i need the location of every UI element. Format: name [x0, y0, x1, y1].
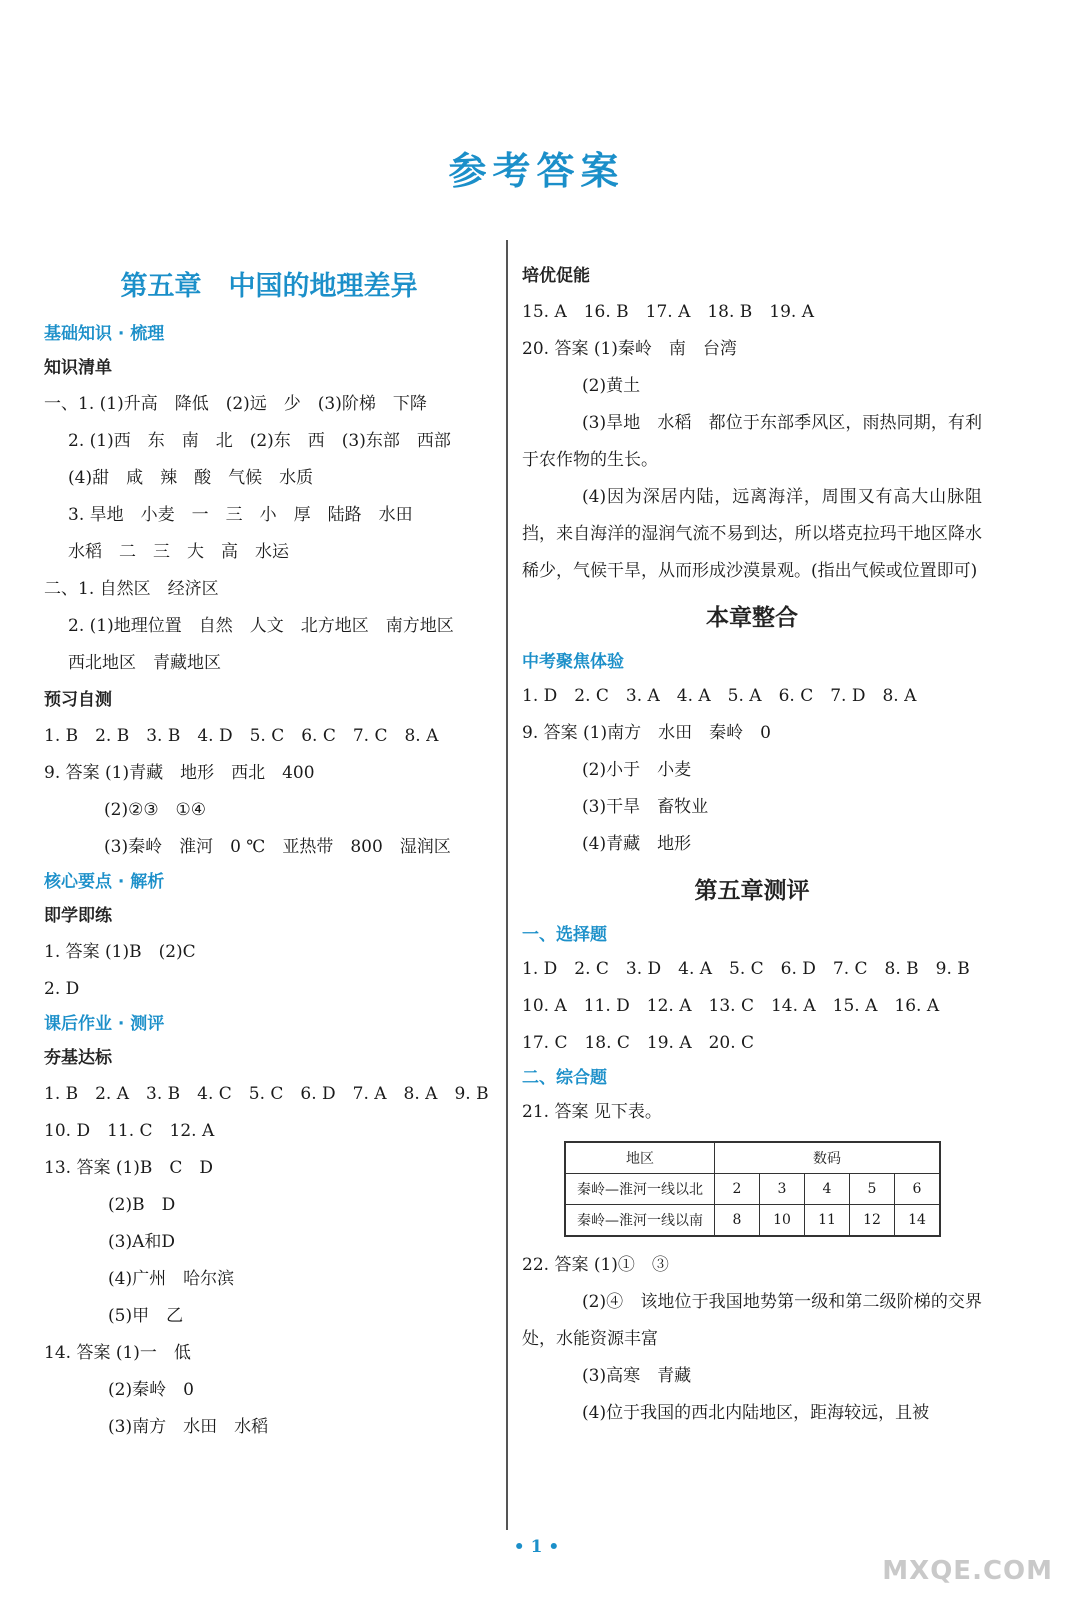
- answer-line: 2. (1)西 东 南 北 (2)东 西 (3)东部 西部: [68, 431, 451, 451]
- answer-line: (2)B D: [108, 1195, 176, 1215]
- section-heading: 基础知识 · 梳理: [44, 324, 165, 344]
- section-heading: 中考聚焦体验: [522, 652, 624, 672]
- subsection-heading: 预习自测: [44, 690, 112, 710]
- answer-line: 22. 答案 (1)① ③: [522, 1255, 669, 1275]
- answer-line: (4)广州 哈尔滨: [108, 1269, 235, 1289]
- answer-line: (3)高寒 青藏: [582, 1366, 692, 1386]
- answer-line: 1. 答案 (1)B (2)C: [44, 942, 196, 962]
- table-cell: 秦岭—淮河一线以北: [565, 1174, 715, 1205]
- answer-line: 20. 答案 (1)秦岭 南 台湾: [522, 339, 737, 359]
- answer-line: 1. B 2. A 3. B 4. C 5. C 6. D 7. A 8. A 9. B: [44, 1084, 489, 1104]
- answer-line: (3)南方 水田 水稻: [108, 1417, 269, 1437]
- right-column: [522, 258, 982, 1432]
- answer-line: 2. (1)地理位置 自然 人文 北方地区 南方地区: [68, 616, 454, 636]
- subsection-heading: 即学即练: [44, 906, 112, 926]
- answer-line: (3)干旱 畜牧业: [582, 797, 709, 817]
- chapter-test-heading: 第五章测评: [694, 878, 810, 904]
- table-row: [565, 1205, 940, 1237]
- answer-line: 14. 答案 (1)一 低: [44, 1343, 191, 1363]
- table-cell: 10: [760, 1205, 805, 1237]
- answer-line: 9. 答案 (1)青藏 地形 西北 400: [44, 763, 315, 783]
- answer-line: 1. D 2. C 3. A 4. A 5. A 6. C 7. D 8. A: [522, 686, 917, 706]
- answer-line: 1. D 2. C 3. D 4. A 5. C 6. D 7. C 8. B 9. B: [522, 959, 970, 979]
- section-heading: 课后作业 · 测评: [44, 1014, 165, 1034]
- answer-line: (2)小于 小麦: [582, 760, 692, 780]
- answer-paragraph: (4)因为深居内陆，远离海洋，周围又有高大山脉阻挡，来自海洋的湿润气流不易到达，所以塔克拉玛干地区降水稀少，气候干旱，从而形成沙漠景观。(指出气候或位置即可): [522, 487, 982, 581]
- answer-line: (3)A和D: [108, 1232, 175, 1252]
- answer-paragraph: (3)旱地 水稻 都位于东部季风区，雨热同期，有利于农作物的生长。: [522, 413, 982, 470]
- table-cell: 6: [895, 1174, 941, 1205]
- column-divider: [506, 240, 508, 1530]
- table-cell: 秦岭—淮河一线以南: [565, 1205, 715, 1237]
- answer-line: (4)甜 咸 辣 酸 气候 水质: [68, 468, 314, 488]
- answer-line: (2)②③ ①④: [104, 800, 207, 820]
- table-cell: 2: [715, 1174, 760, 1205]
- section-heading: 核心要点 · 解析: [44, 872, 165, 892]
- answer-line: 10. A 11. D 12. A 13. C 14. A 15. A 16. A: [522, 996, 940, 1016]
- answer-line: (3)秦岭 淮河 0 ℃ 亚热带 800 湿润区: [104, 837, 451, 857]
- page-number: • 1 •: [513, 1537, 560, 1557]
- answer-paragraph: (2)④ 该地位于我国地势第一级和第二级阶梯的交界处，水能资源丰富: [522, 1292, 982, 1349]
- answer-line: 21. 答案 见下表。: [522, 1102, 662, 1122]
- subsection-heading: 培优促能: [522, 266, 590, 286]
- table-header-cell: 数码: [715, 1142, 941, 1174]
- table-cell: 5: [850, 1174, 895, 1205]
- answer-line: 1. B 2. B 3. B 4. D 5. C 6. C 7. C 8. A: [44, 726, 439, 746]
- table-header-row: [565, 1142, 940, 1174]
- page-title: 参考答案: [448, 149, 625, 193]
- table-cell: 4: [805, 1174, 850, 1205]
- chapter-title: 第五章 中国的地理差异: [120, 271, 418, 302]
- answer-line: 17. C 18. C 19. A 20. C: [522, 1033, 755, 1053]
- answer-line: 二、1. 自然区 经济区: [44, 579, 219, 599]
- answer-line: 水稻 二 三 大 高 水运: [68, 542, 289, 562]
- subsection-heading: 夯基达标: [44, 1048, 112, 1068]
- answer-line: (2)秦岭 0: [108, 1380, 194, 1400]
- answer-line: (2)黄土: [582, 376, 641, 396]
- answer-line: 15. A 16. B 17. A 18. B 19. A: [522, 302, 815, 322]
- chapter-summary-heading: 本章整合: [706, 605, 798, 631]
- answer-line: 西北地区 青藏地区: [68, 653, 221, 673]
- answer-line: 9. 答案 (1)南方 水田 秦岭 0: [522, 723, 771, 743]
- table-cell: 12: [850, 1205, 895, 1237]
- answer-line: 10. D 11. C 12. A: [44, 1121, 215, 1141]
- table-cell: 8: [715, 1205, 760, 1237]
- section-heading: 一、选择题: [522, 925, 607, 945]
- answer-line: 3. 旱地 小麦 一 三 小 厚 陆路 水田: [68, 505, 413, 525]
- table-cell: 14: [895, 1205, 941, 1237]
- watermark: MXQE.COM: [882, 1556, 1053, 1586]
- answer-table: [564, 1141, 941, 1237]
- left-column: [44, 258, 494, 1446]
- table-cell: 3: [760, 1174, 805, 1205]
- answer-line: (4)青藏 地形: [582, 834, 692, 854]
- table-cell: 11: [805, 1205, 850, 1237]
- section-heading: 二、综合题: [522, 1068, 607, 1088]
- answer-line: 一、1. (1)升高 降低 (2)远 少 (3)阶梯 下降: [44, 394, 427, 414]
- answer-line: 13. 答案 (1)B C D: [44, 1158, 214, 1178]
- answer-line: 2. D: [44, 979, 80, 999]
- answer-line: (5)甲 乙: [108, 1306, 184, 1326]
- table-header-cell: 地区: [565, 1142, 715, 1174]
- subsection-heading: 知识清单: [44, 358, 112, 378]
- table-row: [565, 1174, 940, 1205]
- answer-line: (4)位于我国的西北内陆地区，距海较远，且被: [582, 1403, 930, 1423]
